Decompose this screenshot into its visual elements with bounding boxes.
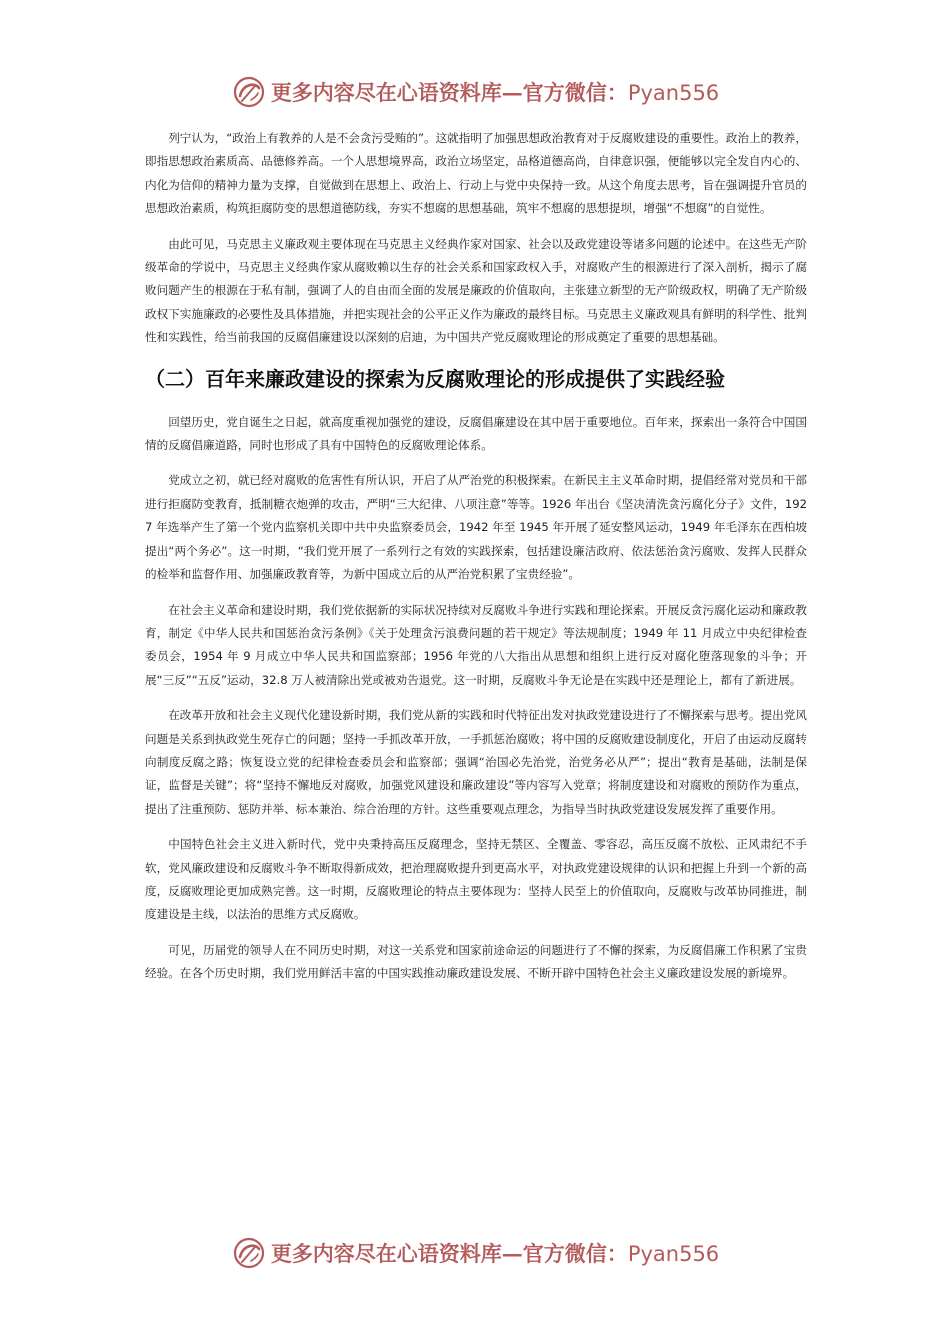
logo-icon [231,74,267,110]
watermark-header [0,72,950,112]
paragraph: 中国特色社会主义进入新时代，党中央秉持高压反腐理念，坚持无禁区、全覆盖、零容忍，高压反腐不放松、正风肃纪不手软，党风廉政建设和反腐败斗争不断取得新成效，把治理腐败提升到更高水平，对执政党建设规律的认识和把握上升到一个新的高度，反腐败理论更加成熟完善。这一时期，反腐败理论的特点主要体现为：坚持人民至上的价值取向，反腐败与改革协同推进，制度建设是主线，以法治的思维方式反腐败。 [145,837,807,922]
paragraph: 回望历史，党自诞生之日起，就高度重视加强党的建设，反腐倡廉建设在其中居于重要地位。百年来，探索出一条符合中国国情的反腐倡廉道路，同时也形成了具有中国特色的反腐败理论体系。 [145,414,807,453]
section-heading: （二）百年来廉政建设的探索为反腐败理论的形成提供了实践经验 [145,366,725,391]
paragraph: 在改革开放和社会主义现代化建设新时期，我们党从新的实践和时代特征出发对执政党建设进行了不懈探索与思考。提出党风问题是关系到执政党生死存亡的问题；坚持一手抓改革开放，一手抓惩治腐败；将中国的反腐败建设制度化，开启了由运动反腐转向制度反腐之路；恢复设立党的纪律检查委员会和监察部；强调“治国必先治党，治党务必从严”；提出“教育是基础，法制是保证，监督是关键”；将“坚持不懈地反对腐败，加强党风建设和廉政建设”等内容写入党章；将制度建设和对腐败的预防作为重点，提出了注重预防、惩防并举、标本兼治、综合治理的方针。这些重要观点理念，为指导当时执政党建设发展发挥了重要作用。 [145,708,807,816]
paragraph: 党成立之初，就已经对腐败的危害性有所认识，开启了从严治党的积极探索。在新民主主义革命时期，提倡经常对党员和干部进行拒腐防变教育，抵制糖衣炮弹的攻击，严明“三大纪律、八项注意”等等。1926 年出台《坚决清洗贪污腐化分子》文件，1927 年选举产生了第一个党内监察机关即中共中央监察委员会，1942 年至 1945 年开展了延安整风运动，1949 年毛泽东在西柏坡提出“两个务必”。这一时期，“我们党开展了一系列行之有效的实践探索，包括建设廉洁政府、依法惩治贪污腐败、发挥人民群众的检举和监督作用、加强廉政教育等，为新中国成立后的从严治党积累了宝贵经验”。 [145,473,807,582]
document-body [145,127,807,998]
watermark-text: 更多内容尽在心语资料库—官方微信：Pyan556 [270,80,720,105]
paragraph: 列宁认为，“政治上有教养的人是不会贪污受贿的”。这就指明了加强思想政治教育对于反腐败建设的重要性。政治上的教养，即指思想政治素质高、品德修养高。一个人思想境界高，政治立场坚定，品格道德高尚，自律意识强，便能够以完全发自内心的、内化为信仰的精神力量为支撑，自觉做到在思想上、政治上、行动上与党中央保持一致。从这个角度去思考，旨在强调提升官员的思想政治素质，构筑拒腐防变的思想道德防线，夯实不想腐的思想基础，筑牢不想腐的思想提坝，增强“不想腐”的自觉性。 [145,131,807,216]
watermark-text: 更多内容尽在心语资料库—官方微信：Pyan556 [270,1241,720,1266]
paragraph: 在社会主义革命和建设时期，我们党依据新的实际状况持续对反腐败斗争进行实践和理论探索。开展反贪污腐化运动和廉政教育，制定《中华人民共和国惩治贪污条例》《关于处理贪污浪费问题的若干规定》等法规制度；1949 年 11 月成立中央纪律检查委员会，1954 年 9 月成立中华人民共和国监察部；1956 年党的八大指出从思想和组织上进行反对腐化堕落现象的斗争；开展“三反”“五反”运动，32.8 万人被清除出党或被劝告退党。这一时期，反腐败斗争无论是在实践中还是理论上，都有了新进展。 [145,602,807,687]
paragraph: 由此可见，马克思主义廉政观主要体现在马克思主义经典作家对国家、社会以及政党建设等诸多问题的论述中。在这些无产阶级革命的学说中，马克思主义经典作家从腐败赖以生存的社会关系和国家政权入手，对腐败产生的根源进行了深入剖析，揭示了腐败问题产生的根源在于私有制，强调了人的自由而全面的发展是廉政的价值取向，主张建立新型的无产阶级政权，明确了无产阶级政权下实施廉政的必要性及具体措施，并把实现社会的公平正义作为廉政的最终目标。马克思主义廉政观具有鲜明的科学性、批判性和实践性，给当前我国的反腐倡廉建设以深刻的启迪，为中国共产党反腐败理论的形成奠定了重要的思想基础。 [145,236,807,345]
watermark-footer [0,1233,950,1273]
paragraph: 可见，历届党的领导人在不同历史时期，对这一关系党和国家前途命运的问题进行了不懈的探索，为反腐倡廉工作积累了宝贵经验。在各个历史时期，我们党用鲜活丰富的中国实践推动廉政建设发展、不断开辟中国特色社会主义廉政建设发展的新境界。 [145,942,807,981]
logo-icon [231,1235,267,1271]
